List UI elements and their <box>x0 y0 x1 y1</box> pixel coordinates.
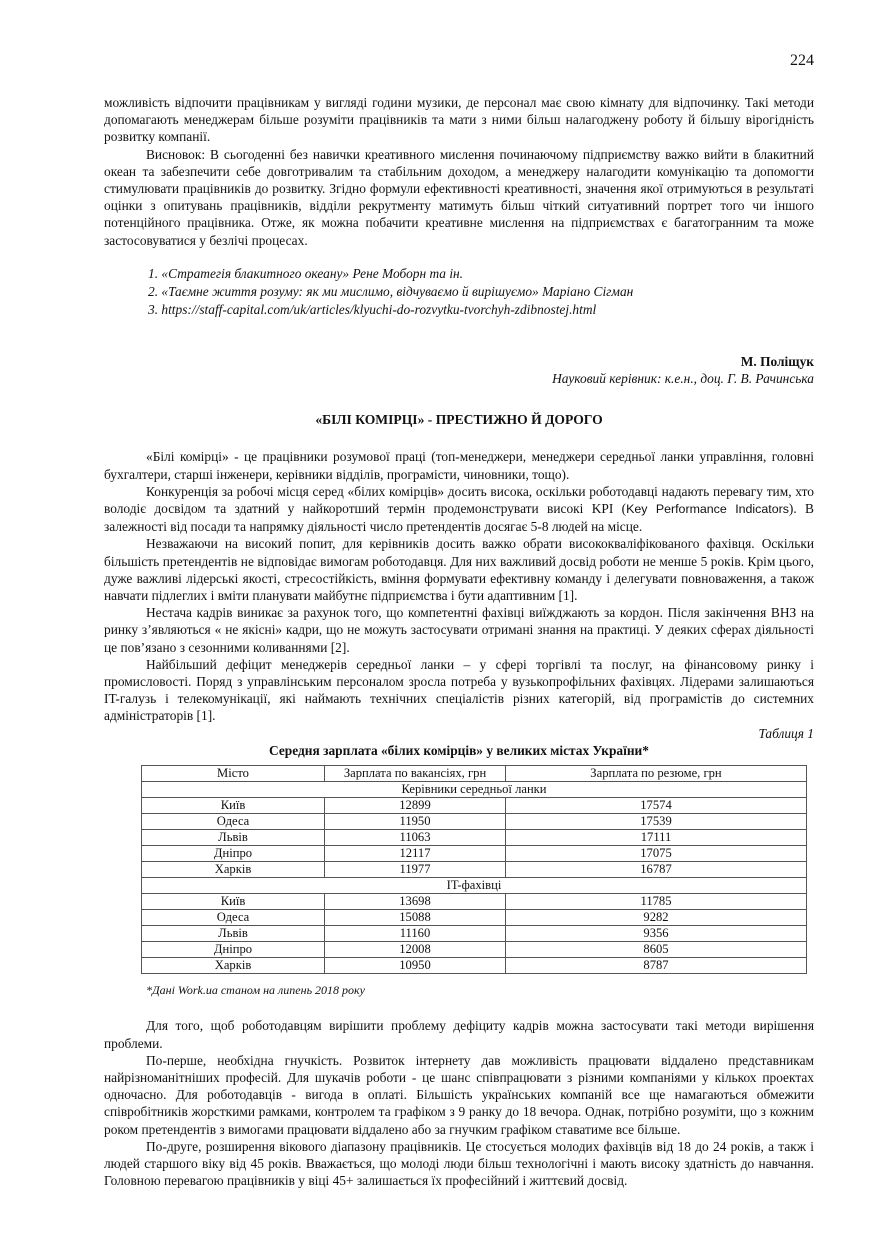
reference-item: 3. https://staff-capital.com/uk/articles/klyuchi-do-rozvytku-tvorchyh-zdibnostej.html <box>148 301 597 317</box>
salary-table <box>141 765 807 974</box>
text-span: ). В залежності від посади та напрямку діяльності число претендентів досягає 5-8 людей на місце. <box>104 501 814 535</box>
body-paragraph: Для того, щоб роботодавцям вирішити проблему дефіциту кадрів можна застосувати такі методи вирішення проблеми. <box>104 1018 814 1051</box>
header-cell: Місто <box>142 766 325 782</box>
cell: 11950 <box>325 814 506 830</box>
intro-paragraph: можливість відпочити працівникам у вигляді години музики, де персонал має свою кімнату для відпочинку. Такі методи допомагають менеджерам більше розуміти працівників та мати з ними більш налагоджену роботу й більшу вірогідність розвитку компанії. <box>104 95 814 145</box>
cell: 12008 <box>325 942 506 958</box>
spacer <box>104 999 814 1017</box>
table-title: Середня зарплата «білих комірців» у великих містах України* <box>269 742 649 758</box>
body-paragraph: «Білі комірці» - це працівники розумової праці (топ-менеджери, менеджери середньої ланки управління, головні бухгалтери, старші інженери, керівники відділів, програмісти, чиновники, тощо). <box>104 449 814 482</box>
page-content <box>104 94 814 1189</box>
cell: 11977 <box>325 862 506 878</box>
cell: 17539 <box>506 814 807 830</box>
cell: 12117 <box>325 846 506 862</box>
text-span: Конкуренція за робочі місця серед «білих комірців» досить висока, оскільки роботодавці надають перевагу тим, хто володіє досвідом та здатний у найкоротший термін продемонструвати високі KPI ( <box>104 483 814 517</box>
table-row <box>142 798 807 814</box>
cell: Одеса <box>142 814 325 830</box>
cell: Київ <box>142 894 325 910</box>
table-label: Таблиця 1 <box>758 725 814 741</box>
group-row <box>142 878 807 894</box>
cell: Харків <box>142 958 325 974</box>
cell: 9356 <box>506 926 807 942</box>
cell: 15088 <box>325 910 506 926</box>
table-header-row <box>142 766 807 782</box>
body-paragraph <box>104 483 814 536</box>
cell: 17075 <box>506 846 807 862</box>
cell: Львів <box>142 926 325 942</box>
reference-item: 2. «Таємне життя розуму: як ми мислимо, відчуваємо й вирішуємо» Маріано Сігман <box>148 283 634 299</box>
body-paragraph: По-перше, необхідна гнучкість. Розвиток інтернету дав можливість працювати віддалено представникам найрізноманітніших професій. Для шукачів роботи - це шанс співпрацювати з різними компаніями у кількох проектах одночасно. Для роботодавців - вигода в оплаті. Більшість українських компаній все ще намагаються обмежити співробітників жорсткими рамками, контролем та графіком з 9 ранку до 18 вечора. Однак, потрібно розуміти, що з кожним роком претендентів з вимогами працювати віддалено або за гнучким графіком ставатиме все більше. <box>104 1052 814 1137</box>
table-row <box>142 894 807 910</box>
cell: Київ <box>142 798 325 814</box>
header-cell: Зарплата по резюме, грн <box>506 766 807 782</box>
body-paragraph: Найбільший дефіцит менеджерів середньої ланки – у сфері торгівлі та послуг, на фінансовому ринку і промисловості. Поряд з управлінським персоналом зросла потреба у вузькопрофільних фахівцях. Лідерами залишаються IT-галузь і телекомунікації, які наймають технічних спеціалістів різних категорій, від програмістів до системних адміністраторів [1]. <box>104 656 814 724</box>
cell: 11160 <box>325 926 506 942</box>
table-row <box>142 958 807 974</box>
group-label: Керівники середньої ланки <box>142 782 807 798</box>
cell: Одеса <box>142 910 325 926</box>
article-title: «БІЛІ КОМІРЦІ» - ПРЕСТИЖНО Й ДОРОГО <box>315 412 603 428</box>
table-row <box>142 910 807 926</box>
table-footnote: *Дані Work.ua станом на липень 2018 року <box>146 983 365 998</box>
cell: 8787 <box>506 958 807 974</box>
table-row <box>142 942 807 958</box>
table-row <box>142 846 807 862</box>
kpi-term: Key Performance Indicators <box>626 502 789 517</box>
cell: 10950 <box>325 958 506 974</box>
group-row <box>142 782 807 798</box>
reference-item: 1. «Стратегія блакитного океану» Рене Моборн та ін. <box>148 265 464 281</box>
reference-list <box>148 265 814 319</box>
cell: 12899 <box>325 798 506 814</box>
cell: 9282 <box>506 910 807 926</box>
cell: 13698 <box>325 894 506 910</box>
group-label: IT-фахівці <box>142 878 807 894</box>
table-row <box>142 830 807 846</box>
cell: 11785 <box>506 894 807 910</box>
table-row <box>142 926 807 942</box>
body-paragraph: Нестача кадрів виникає за рахунок того, що компетентні фахівці виїжджають за кордон. Після закінчення ВНЗ на ринку з’являються « не якісні» кадри, що не можуть застосувати отримані знання на практиці. У деяких сферах діяльності це пов’язано з сезонними коливаннями [2]. <box>104 605 814 655</box>
author-name: М. Поліщук <box>740 353 814 369</box>
cell: Харків <box>142 862 325 878</box>
body-paragraph: По-друге, розширення вікового діапазону працівників. Це стосується молодих фахівців від 18 до 24 років, а такж і людей старшого віку від 45 років. Вважається, що молоді люди більш технологічні і мають високу здатність до навчання. Головною перевагою працівників у віці 45+ залишається їх професійний і життєвий досвід. <box>104 1138 814 1189</box>
table-row <box>142 814 807 830</box>
cell: 11063 <box>325 830 506 846</box>
header-cell: Зарплата по вакансіях, грн <box>325 766 506 782</box>
cell: 17574 <box>506 798 807 814</box>
page-number: 224 <box>790 52 814 69</box>
cell: Львів <box>142 830 325 846</box>
scientific-advisor: Науковий керівник: к.е.н., доц. Г. В. Рачинська <box>552 371 814 387</box>
cell: 8605 <box>506 942 807 958</box>
cell: 17111 <box>506 830 807 846</box>
cell: Дніпро <box>142 846 325 862</box>
body-paragraph: Незважаючи на високий попит, для керівників досить важко обрати висококваліфікованого фахівця. Оскільки більшість претендентів не відповідає вимогам роботодавця. Для них важливий досвід роботи не менше 5 років. Крім цього, дуже важливі лідерські якості, стресостійкість, вміння формувати ефективну команду і делегувати повноваження, а також навчати підлеглих і вміти планувати майбутнє підприємства і бути адаптивним [1]. <box>104 536 814 604</box>
conclusion-paragraph: Висновок: В сьогоденні без навички креативного мислення починаючому підприємству важко вийти в блакитний океан та забезпечити себе довготривалим та стабільним доходом, а менеджеру налагодити комунікацію та допомогти стимулювати працівників до розвитку. Згідно формули ефективності креативності, значення якої отримуються в результаті оцінки з опитувань працівників, відділи рекрутменту матимуть більш чіткий ситуативний портрет того чи іншого потенційного працівника. Отже, як можна побачити креативне мислення на підприємствах є багатогранним та може застосовуватися у безлічі процесах. <box>104 146 814 248</box>
cell: Дніпро <box>142 942 325 958</box>
table-row <box>142 862 807 878</box>
cell: 16787 <box>506 862 807 878</box>
